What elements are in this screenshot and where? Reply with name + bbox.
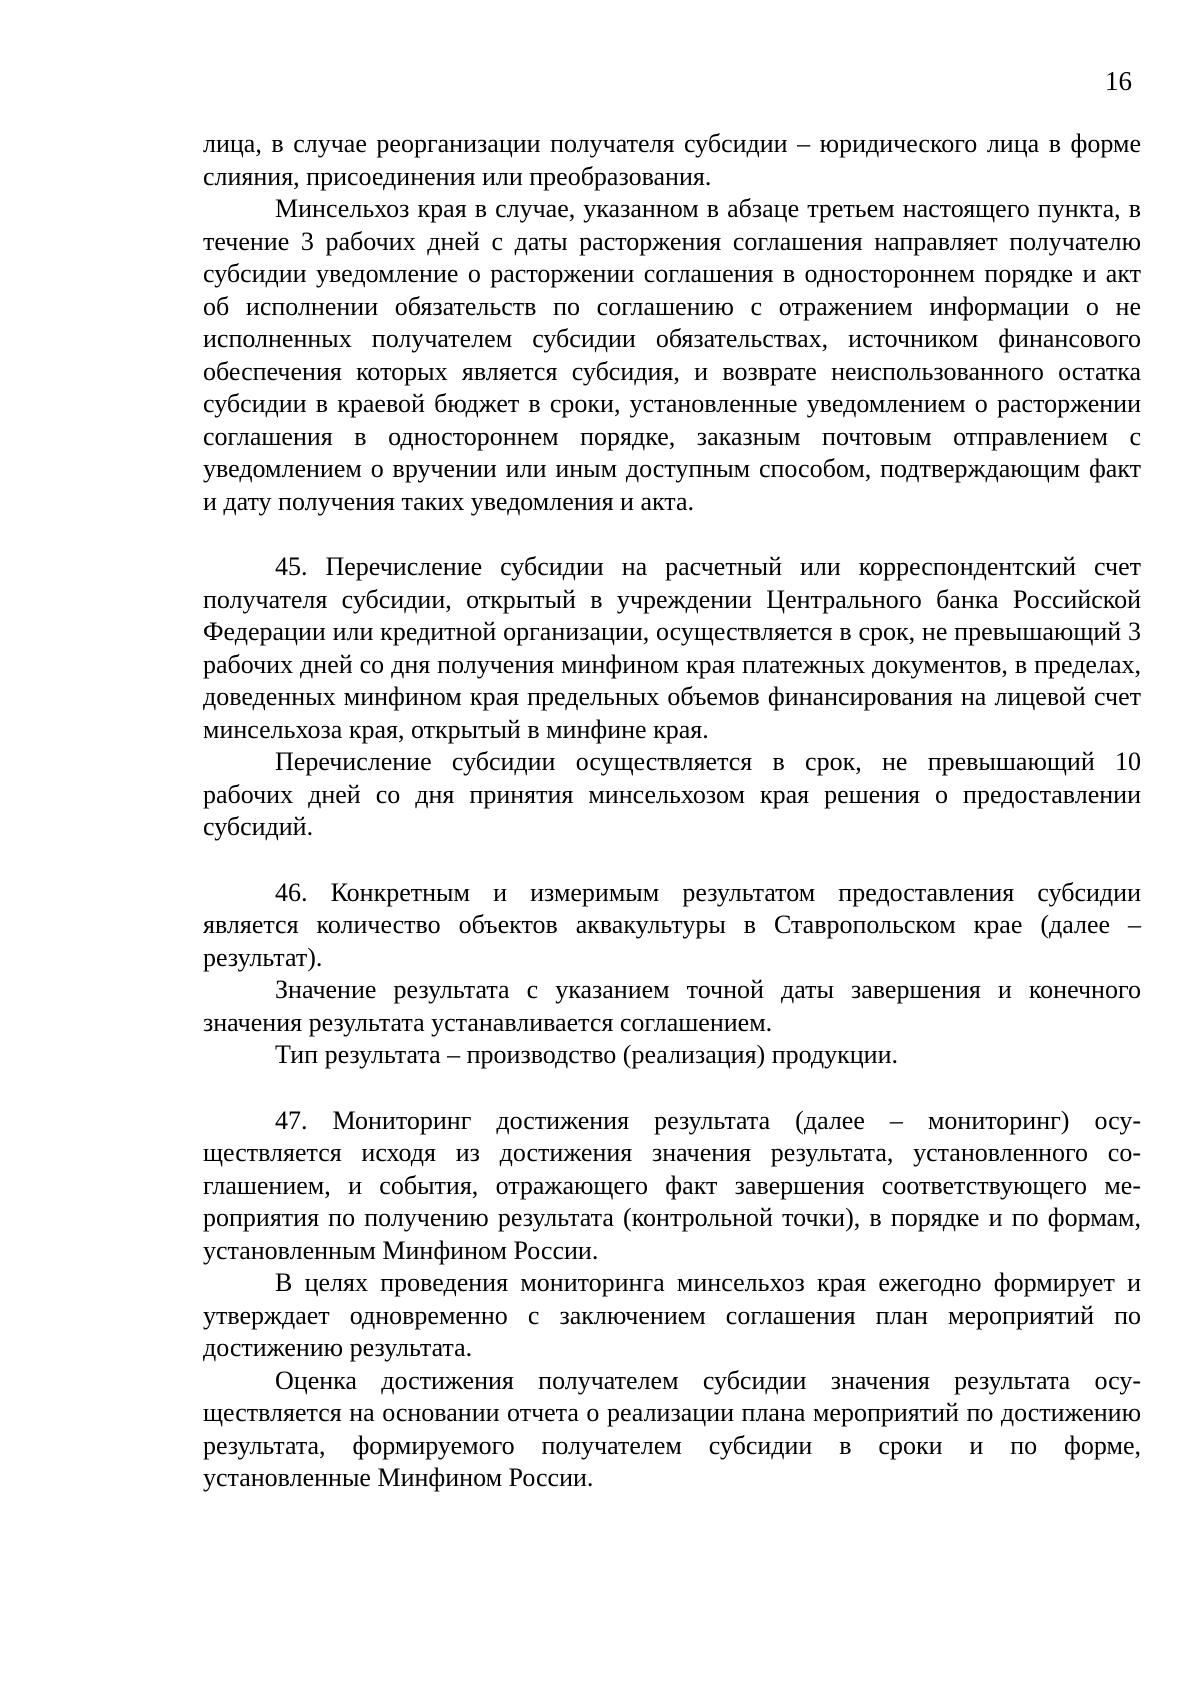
paragraph-item-46: 46. Конкретным и измеримым результатом предоставления субсидии является количество объектов аквакультуры в Ставропольском крае (далее – результат). (203, 877, 1141, 972)
paragraph-continuation: лица, в случае реорганизации получателя субсидии – юридического лица в форме слияния, присоединения или преобразования. (203, 129, 1141, 191)
paragraph-item-47: 47. Мониторинг достижения результата (далее – мониторинг) осуществляется исходя из достижения значения результата, установленного соглашением, и события, отражающего факт завершения соответствующего мероприятия по получению результата (контрольной точки), в порядке и по формам, установленным Минфином России. (203, 1105, 1141, 1265)
document-body (203, 128, 1141, 1495)
paragraph-result-value: Значение результата с указанием точной даты завершения и конечного значения результата устанавливается соглашением. (203, 975, 1141, 1037)
paragraph-result-type: Тип результата – производство (реализация) продукции. (275, 1040, 898, 1069)
page-number: 16 (1105, 66, 1132, 96)
paragraph-monitoring-plan: В целях проведения мониторинга минсельхоз края ежегодно формирует и утверждает одновременно с заключением соглашения план мероприятий по достижению результата. (203, 1268, 1141, 1362)
paragraph-transfer-term: Перечисление субсидии осуществляется в срок, не превышающий 10 рабочих дней со дня принятия минсельхозом края решения о предоставлении субсидий. (203, 747, 1141, 841)
paragraph-termination-notice: Минсельхоз края в случае, указанном в абзаце третьем настоящего пункта, в течение 3 рабочих дней с даты расторжения соглашения направляет получателю субсидии уведомление о расторжении соглашения в одностороннем порядке и акт об исполнении обязательств по соглашению с отражением информации о не исполненных получателем субсидии обязательствах, источником финансового обеспечения которых является субсидия, и возврате неиспользованного остатка субсидии в краевой бюджет в сроки, установленные уведомлением о расторжении соглашения в одностороннем порядке, заказным почтовым отправлением с уведомлением о вручении или иным доступным способом, подтверждающим факт и дату получения таких уведомления и акта. (203, 194, 1141, 516)
paragraph-item-45: 45. Перечисление субсидии на расчетный или корреспондентский счет получателя субсидии, открытый в учреждении Центрального банка Российской Федерации или кредитной организации, осуществляется в срок, не превышающий 3 рабочих дней со дня получения минфином края платежных документов, в пределах, доведенных минфином края предельных объемов финансирования на лицевой счет минсельхоза края, открытый в минфине края. (203, 552, 1141, 744)
paragraph-result-assessment: Оценка достижения получателем субсидии значения результата осуществляется на основании отчета о реализации плана мероприятий по достижению результата, формируемого получателем субсидии в сроки и по форме, установленные Минфином России. (203, 1365, 1141, 1492)
